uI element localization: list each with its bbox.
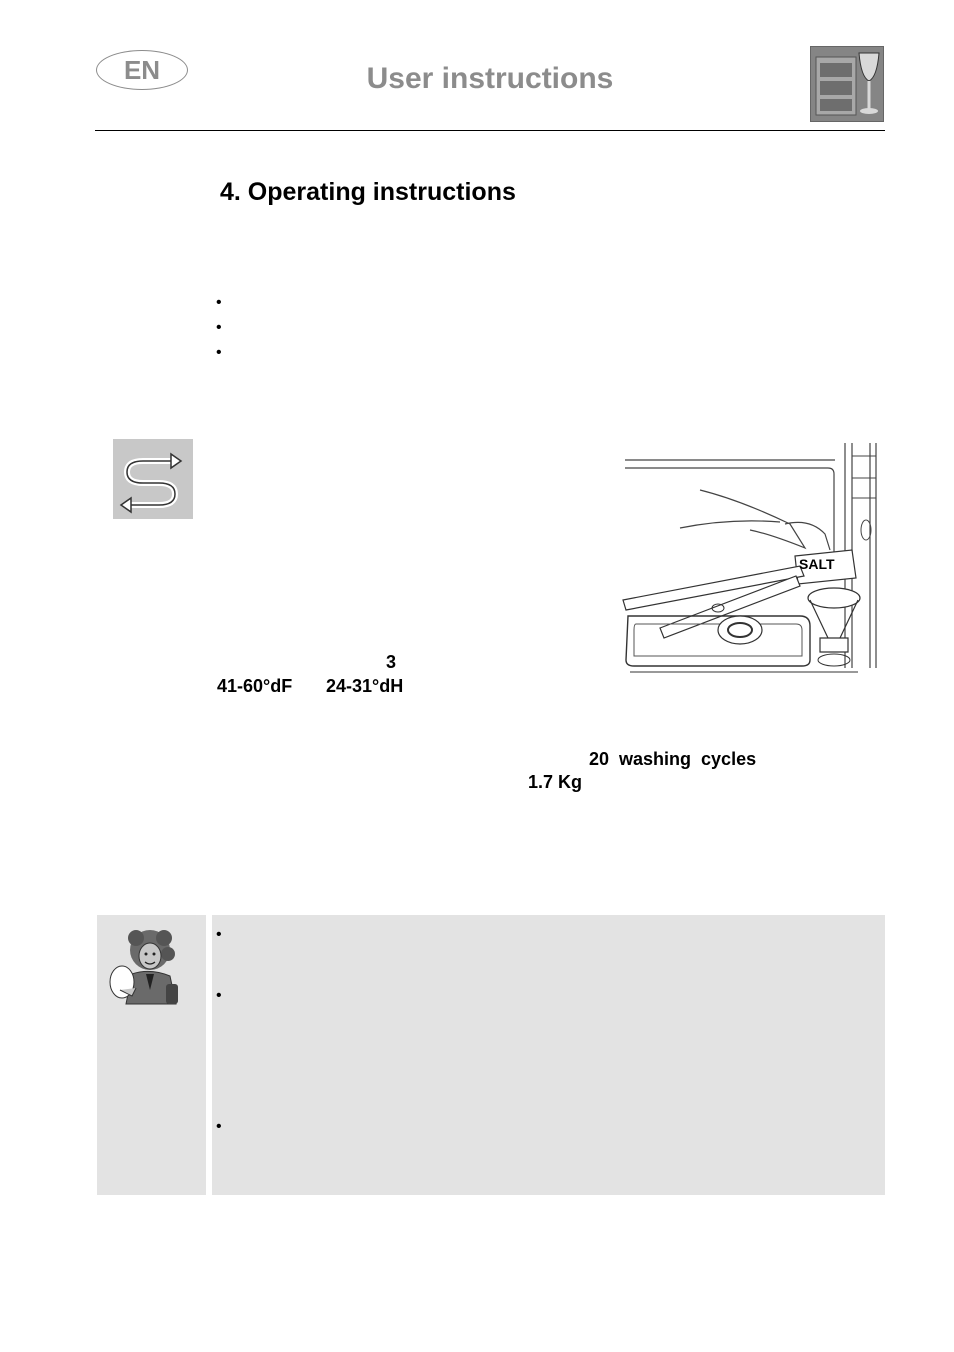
s-arrows-icon [113,439,193,519]
dishwasher-glass-icon [810,46,884,122]
bullet: • [216,294,222,311]
salt-filling-illustration [620,438,880,674]
salt-weight: 1.7 Kg [528,772,583,792]
tip-bullet: • [216,926,222,943]
hardness-german: 24-31°dH [326,676,404,696]
tip-bullet: • [216,1118,222,1135]
language-badge-text: EN [123,54,161,85]
mascot-woman-icon [106,924,196,1014]
bullet: • [216,344,222,361]
bullet: • [216,319,222,336]
tip-bullet: • [216,987,222,1004]
washing-cycles: 20 washing cycles [589,749,757,769]
tip-text-panel [212,915,885,1195]
section-heading: 4. Operating instructions [220,178,516,206]
page-title: User instructions [366,62,614,95]
salt-label: SALT [799,556,835,572]
header-divider [95,130,885,131]
language-badge [96,50,188,90]
hardness-french: 41-60°dF [217,676,293,696]
salt-level-value: 3 [386,652,397,672]
